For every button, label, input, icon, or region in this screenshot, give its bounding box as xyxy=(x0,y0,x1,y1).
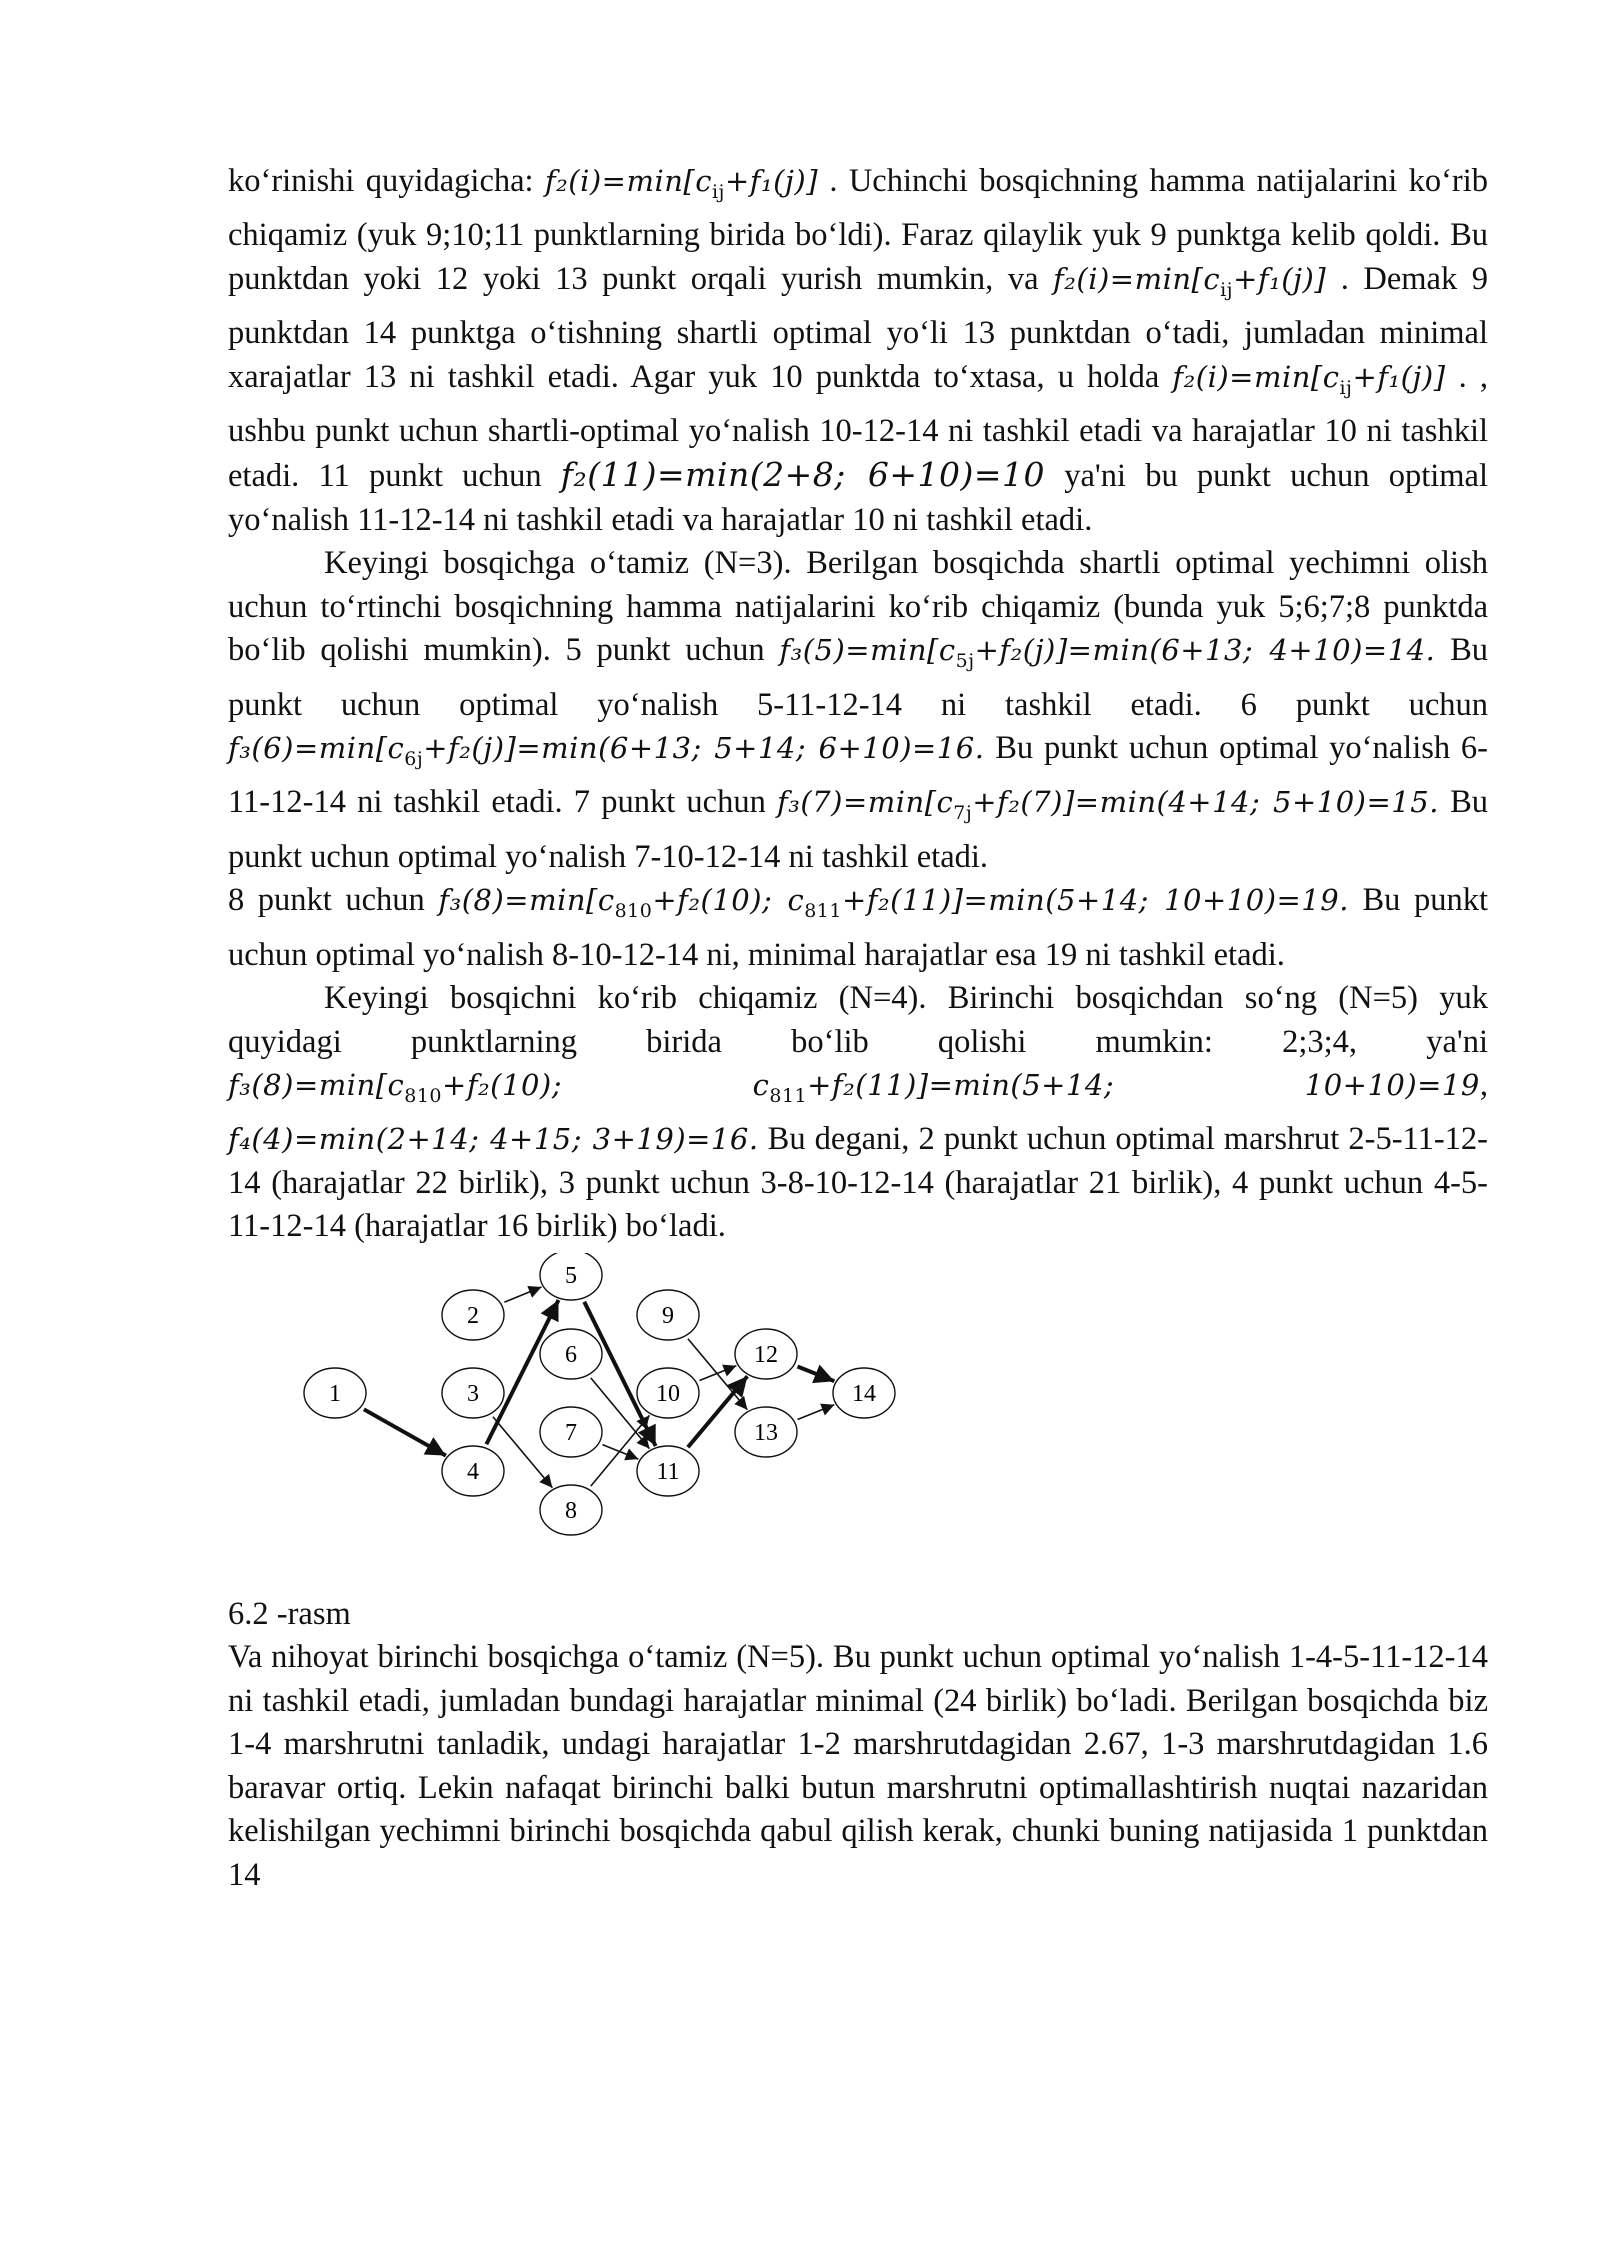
document-page xyxy=(228,160,1488,1897)
node-2 xyxy=(442,1290,504,1340)
paragraph-stage3-results xyxy=(228,160,1488,542)
node-label: 8 xyxy=(565,1497,577,1524)
node-label: 11 xyxy=(656,1458,680,1485)
text: ko‘rinishi quyidagicha: xyxy=(228,163,545,199)
formula: $f_3(6)=\min[c_{6j}+f_2(j)]=\min(6+13$; 5+14; 6+10)=16. xyxy=(228,731,985,770)
node-label: 14 xyxy=(852,1380,876,1407)
text: 8 punkt uchun xyxy=(228,882,439,919)
edge-13-14 xyxy=(798,1405,835,1420)
network-diagram xyxy=(228,1253,1488,1593)
text: Bu punkt uchun optimal yo‘nalish 7-10-12-14 ni tashkil etadi. xyxy=(228,784,1489,875)
formula: $f_2(i)=\min[c_{ij}+f_1(j)]$ xyxy=(1053,261,1327,301)
node-3 xyxy=(442,1368,504,1418)
text: . Uchinchi bosqichning hamma natijalarini ko‘rib chiqamiz (yuk 9;10;11 punktlarning birida bo‘ldi). Faraz qilaylik yuk 9 punktga kelib qoldi. Bu punktdan yoki 12 yoki 13 punkt orqali yurish mumkin, va xyxy=(228,163,1489,297)
formula: $f_3(8)=\min[c_{810}+f_2(10)$; $c_{811}+f_2(11)]=\min(5+14$; 10+10)=19. xyxy=(438,883,1349,923)
formula: $f_2(i)=\min[c_{ij}+f_1(j)]$ xyxy=(544,164,819,203)
figure-caption: 6.2 -rasm xyxy=(228,1595,351,1632)
node-label: 13 xyxy=(754,1419,778,1446)
paragraph-stage-n3 xyxy=(228,542,1488,879)
node-1 xyxy=(304,1368,366,1418)
node-6 xyxy=(540,1329,602,1379)
text: , xyxy=(1479,1067,1488,1104)
network-graph-svg xyxy=(228,1253,1488,1593)
node-label: 5 xyxy=(565,1262,577,1289)
text: . , ushbu punkt uchun shartli-optimal yo‘nalish 10-12-14 ni tashkil etadi va harajatlar 10 ni tashkil etadi. 11 punkt uchun xyxy=(228,358,1489,495)
text: Keyingi bosqichga o‘tamiz (N=3). Berilgan bosqichda shartli optimal yechimni olish uchun to‘rtinchi bosqichning hamma natijalarini ko‘rib chiqamiz (bunda yuk 5;6;7;8 punktda bo‘lib qolishi mumkin). 5 punkt uchun xyxy=(228,545,1488,669)
paragraph-stage-n5 xyxy=(228,1636,1488,1897)
node-9 xyxy=(637,1290,699,1340)
edge-1-4 xyxy=(364,1409,446,1455)
node-4 xyxy=(442,1446,504,1496)
text: Bu punkt uchun optimal yo‘nalish 6-11-12-14 ni tashkil etadi. 7 punkt uchun xyxy=(228,730,1489,821)
node-label: 2 xyxy=(467,1302,479,1329)
text: ya'ni bu punkt uchun optimal yo‘nalish 11-12-14 ni tashkil etadi va harajatlar 10 ni tashkil etadi. xyxy=(228,458,1488,538)
edge-10-12 xyxy=(700,1366,737,1381)
formula: f₄(4)=min(2+14; 4+15; 3+19)=16. xyxy=(228,1122,759,1157)
node-5 xyxy=(540,1253,602,1300)
text: Keyingi bosqichni ko‘rib chiqamiz (N=4). Birinchi bosqichdan so‘ng (N=5) yuk quyidagi punktlarning birida bo‘lib qolishi mumkin: 2;3;4, ya'ni xyxy=(228,980,1488,1060)
node-7 xyxy=(540,1407,602,1457)
formula: f₂(11)=min(2+8; 6+10)=10 xyxy=(560,455,1046,495)
node-label: 9 xyxy=(662,1302,674,1329)
paragraph-stage-n4 xyxy=(228,977,1488,1249)
text: Va nihoyat birinchi bosqichga o‘tamiz (N=5). Bu punkt uchun optimal yo‘nalish 1-4-5-11-12-14 ni tashkil etadi, jumladan bundagi harajatlar minimal (24 birlik) bo‘ladi. Berilgan bosqichda biz 1-4 marshrutni tanladik, undagi harajatlar 1-2 marshrutdagidan 2.67, 1-3 marshrutdagidan 1.6 baravar ortiq. Lekin nafaqat birinchi balki butun marshrutni optimallashtirish nuqtai nazaridan kelishilgan yechimni birinchi bosqichda qabul qilish kerak, chunki buning natijasida 1 punktdan 14 xyxy=(228,1639,1488,1893)
node-label: 10 xyxy=(656,1380,680,1407)
node-13 xyxy=(735,1407,797,1457)
node-label: 12 xyxy=(754,1341,778,1368)
text: Bu punkt uchun optimal yo‘nalish 5-11-12-14 ni tashkil etadi. 6 punkt uchun xyxy=(228,632,1489,723)
formula: $f_3(5)=\min[c_{5j}+f_2(j)]=\min(6+13$; 4+10)=14. xyxy=(779,633,1436,673)
text: Bu punkt uchun optimal yo‘nalish 8-10-12-14 ni, minimal harajatlar esa 19 ni tashkil etadi. xyxy=(228,882,1488,973)
node-12 xyxy=(735,1329,797,1379)
edge-12-14 xyxy=(798,1366,835,1381)
paragraph-point-8 xyxy=(228,879,1488,977)
edge-2-5 xyxy=(504,1287,541,1302)
node-14 xyxy=(833,1368,895,1418)
formula: $f_3(8)=\min[c_{810}+f_2(10)$; $c_{811}+f_2(11)]=\min(5+14$; 10+10)=19 xyxy=(228,1068,1480,1107)
node-label: 6 xyxy=(565,1341,577,1368)
text: . Demak 9 punktdan 14 punktga o‘tishning shartli optimal yo‘li 13 punktdan o‘tadi, jumladan minimal xarajatlar 13 ni tashkil etadi. Agar yuk 10 punktda to‘xtasa, u holda xyxy=(228,260,1488,395)
node-8 xyxy=(540,1485,602,1535)
node-label: 1 xyxy=(329,1380,341,1407)
edge-7-11 xyxy=(602,1445,638,1459)
formula: $f_3(7)=\min[c_{7j}+f_2(7)]=\min(4+14$; 5+10)=15. xyxy=(777,785,1439,825)
node-10 xyxy=(637,1368,699,1418)
node-label: 4 xyxy=(467,1458,479,1485)
node-11 xyxy=(637,1446,699,1496)
text: Bu degani, 2 punkt uchun optimal marshrut 2-5-11-12-14 (harajatlar 22 birlik), 3 punkt uchun 3-8-10-12-14 (harajatlar 21 birlik), 4 punkt uchun 4-5-11-12-14 (harajatlar 16 birlik) bo‘ladi. xyxy=(228,1121,1488,1245)
formula: $f_2(i)=\min[c_{ij}+f_1(j)]$ xyxy=(1172,359,1446,399)
node-label: 7 xyxy=(565,1419,577,1446)
node-label: 3 xyxy=(467,1380,479,1407)
